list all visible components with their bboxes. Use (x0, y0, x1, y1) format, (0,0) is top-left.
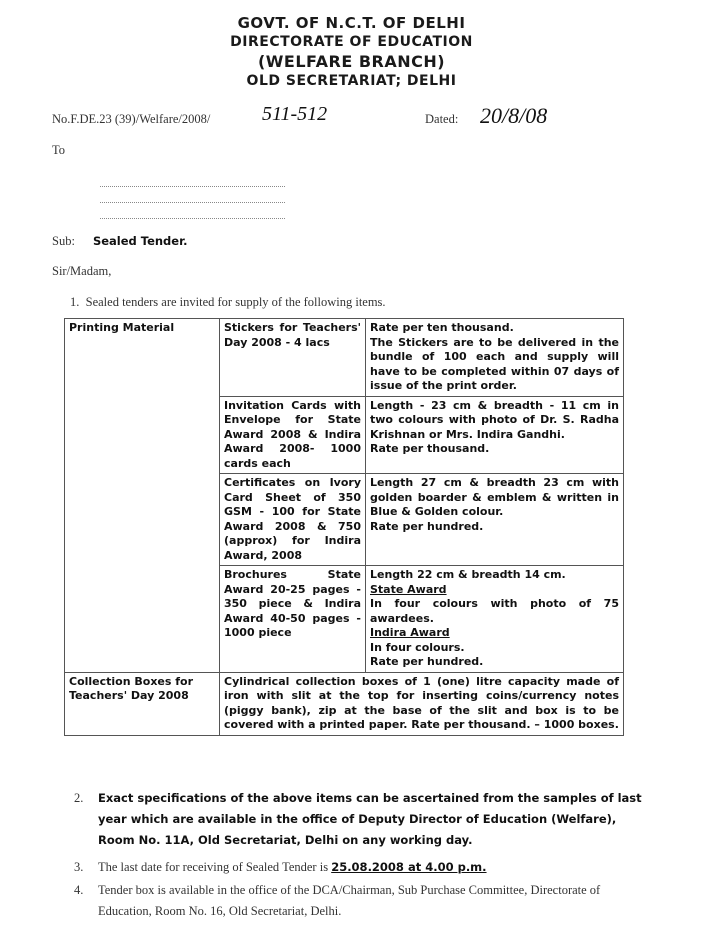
spec-line: Length - 23 cm & breadth - 11 cm in two colours with photo of Dr. S. Radha Krishnan or Mrs. Indira Gandhi. (370, 398, 619, 441)
spec-line: Rate per hundred. (370, 655, 484, 668)
spec-cell (366, 319, 624, 397)
address-line (100, 186, 285, 187)
spec-cell (366, 396, 624, 474)
table-row (65, 319, 624, 397)
letterhead-address: OLD SECRETARIAT; DELHI (246, 73, 457, 89)
paragraph-number: 3. (74, 860, 84, 874)
letterhead-govt: GOVT. OF N.C.T. OF DELHI (237, 14, 466, 32)
state-award-heading: State Award (370, 582, 447, 596)
spec-line: Length 27 cm & breadth 23 cm with golden boarder & emblem & written in Blue & Golden colour. (370, 476, 619, 518)
spec-line: Rate per thousand. (370, 442, 490, 455)
letterhead-branch: (WELFARE BRANCH) (257, 52, 446, 71)
reference-number: No.F.DE.23 (39)/Welfare/2008/ (52, 112, 211, 126)
paragraph-1 (70, 295, 386, 310)
letterhead-directorate: DIRECTORATE OF EDUCATION (230, 34, 473, 50)
spec-line: Rate per hundred. (370, 519, 484, 533)
paragraph-number: 2. (74, 791, 84, 805)
address-line (100, 218, 285, 219)
item-cell: Certificates on Ivory Card Sheet of 350 GSM - 100 for State Award 2008 & 750 (approx) for Indira Award, 2008 (220, 474, 366, 566)
dated-label: Dated: (425, 112, 459, 126)
items-table (64, 318, 624, 736)
handwritten-reference: 511-512 (262, 103, 328, 125)
paragraph-number: 4. (74, 883, 84, 897)
paragraph-text: The last date for receiving of Sealed Tender is (98, 860, 329, 874)
paragraph-text: Tender box is available in the office of the DCA/Chairman, Sub Purchase Committee, Directorate of Education, Room No. 16, Old Secretariat, Delhi. (98, 883, 601, 918)
letterhead (0, 14, 703, 91)
paragraph-text: Exact specifications of the above items can be ascertained from the samples of last year which are available in the office of Deputy Director of Education (Welfare), Room No. 11A, Old Secretariat, Delhi on any working day. (98, 791, 642, 847)
item-cell: Stickers for Teachers' Day 2008 - 4 lacs (220, 319, 366, 397)
paragraph-3 (74, 857, 644, 878)
spec-cell (366, 566, 624, 673)
spec-line: In four colours with photo of 75 awardees. (370, 597, 619, 625)
spec-cell (366, 474, 624, 566)
spec-line: Length 22 cm & breadth 14 cm. (370, 568, 566, 581)
paragraph-2 (74, 788, 644, 851)
indira-award-heading: Indira Award (370, 626, 450, 639)
subject-label: Sub: (52, 234, 75, 248)
handwritten-date: 20/8/08 (480, 103, 548, 128)
subject-text: Sealed Tender. (92, 234, 188, 248)
spec-line: The Stickers are to be delivered in the bundle of 100 each and supply will have to be completed within 07 days of issue of the print order. (370, 335, 619, 392)
salutation: Sir/Madam, (52, 264, 112, 278)
spec-line: Rate per ten thousand. (370, 321, 514, 334)
spec-cell: Cylindrical collection boxes of 1 (one) litre capacity made of iron with slit at the top for inserting coins/currency notes (piggy bank), zip at the base of the slit and box is to be covered with a printed paper. Rate per thousand. – 1000 boxes. (220, 672, 624, 735)
paragraph-text: Sealed tenders are invited for supply of the following items. (85, 295, 386, 309)
tender-deadline: 25.08.2008 at 4.00 p.m. (331, 860, 487, 874)
item-cell: Brochures State Award 20-25 pages - 350 piece & Indira Award 40-50 pages - 1000 piece (220, 566, 366, 673)
table-row (65, 672, 624, 735)
subject-line (52, 234, 188, 249)
address-line (100, 202, 285, 203)
category-collection-boxes: Collection Boxes for Teachers' Day 2008 (65, 672, 220, 735)
category-printing-material: Printing Material (65, 319, 220, 673)
item-cell: Invitation Cards with Envelope for State Award 2008 & Indira Award 2008- 1000 cards each (220, 396, 366, 474)
paragraph-number: 1. (70, 295, 80, 309)
spec-line: In four colours. (370, 640, 465, 654)
to-label: To (52, 143, 66, 157)
paragraph-4 (74, 880, 644, 922)
